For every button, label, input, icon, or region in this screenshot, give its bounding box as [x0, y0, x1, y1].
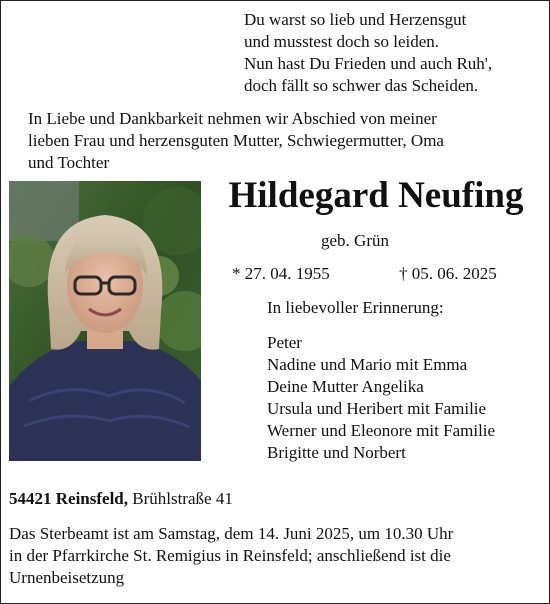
family-list — [267, 332, 495, 464]
intro-line: lieben Frau und herzensguten Mutter, Schwiegermutter, Oma — [28, 131, 444, 150]
service-line: Das Sterbeamt ist am Samstag, dem 14. Juni 2025, um 10.30 Uhr — [9, 524, 454, 543]
family-member: Deine Mutter Angelika — [267, 377, 424, 396]
memory-label: In liebevoller Erinnerung: — [267, 298, 444, 317]
family-member: Peter — [267, 333, 302, 352]
poem-line: und musstest doch so leiden. — [244, 32, 440, 51]
portrait-photo — [9, 181, 201, 461]
family-member: Werner und Eleonore mit Familie — [267, 421, 496, 440]
address — [9, 488, 233, 510]
deceased-name: Hildegard Neufing — [228, 175, 524, 216]
address-place: 54421 Reinsfeld, — [9, 489, 128, 508]
service-info — [9, 523, 547, 589]
family-member: Brigitte und Norbert — [267, 443, 406, 462]
intro-line: In Liebe und Dankbarkeit nehmen wir Abschied von meiner — [28, 109, 437, 128]
poem-line: doch fällt so schwer das Scheiden. — [244, 76, 479, 95]
service-line: in der Pfarrkirche St. Remigius in Reinsfeld; anschließend ist die — [9, 546, 451, 565]
birth-date: * 27. 04. 1955 — [232, 264, 330, 283]
intro-text — [28, 108, 543, 174]
poem-line: Du warst so lieb und Herzensgut — [244, 10, 467, 29]
poem — [244, 9, 492, 97]
poem-line: Nun hast Du Frieden und auch Ruh', — [244, 54, 493, 73]
address-street: Brühlstraße 41 — [132, 489, 233, 508]
service-line: Urnenbeisetzung — [9, 568, 125, 587]
maiden-name: geb. Grün — [321, 231, 389, 250]
death-date: † 05. 06. 2025 — [399, 264, 497, 283]
family-member: Nadine und Mario mit Emma — [267, 355, 468, 374]
family-member: Ursula und Heribert mit Familie — [267, 399, 487, 418]
intro-line: und Tochter — [28, 153, 110, 172]
